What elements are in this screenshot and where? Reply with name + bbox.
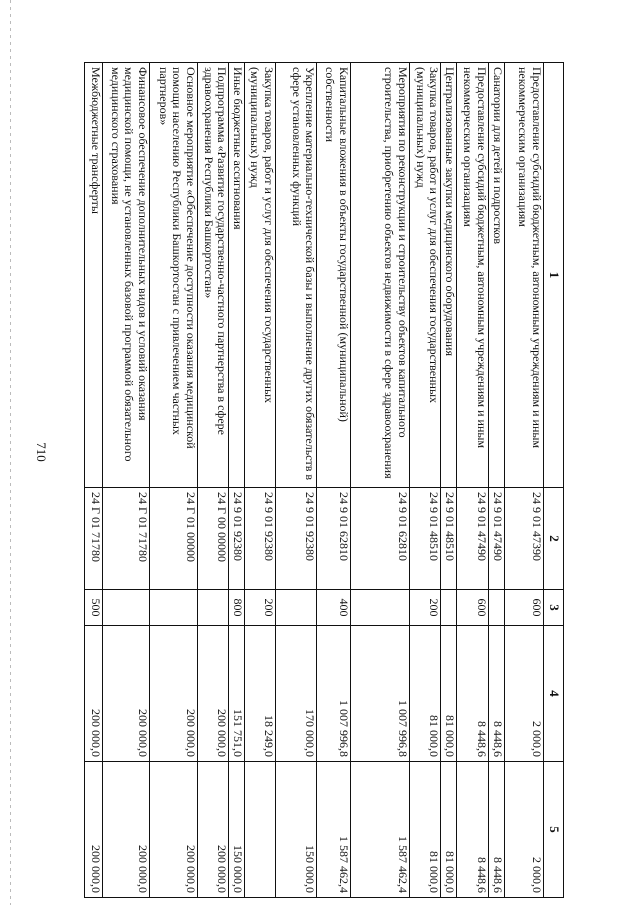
row-vr-cell: 600 [504,590,543,626]
budget-table [84,62,564,898]
row-value-col4: 8 448,6 [457,626,489,762]
row-value-col5: 81 000,0 [441,762,457,898]
row-value-col5: 1 587 462,4 [317,762,351,898]
row-value-col4: 1 007 996,8 [317,626,351,762]
row-value-col5 [245,762,276,898]
row-code-cell: 24 9 01 48510 [409,488,441,590]
row-value-col5: 150 000,0 [275,762,316,898]
header-col-5: 5 [544,762,564,898]
row-code-cell: 24 Г 01 71780 [85,488,103,590]
row-vr-cell: 200 [409,590,441,626]
row-vr-cell: 200 [245,590,276,626]
row-value-col4: 18 249,0 [245,626,276,762]
row-code-cell: 24 9 01 62810 [317,488,351,590]
row-name-cell: Укрепление материально-технической базы и выполнение других обязательств в сфере установленных функций [275,63,316,488]
table-row [317,63,351,898]
table-row [350,63,409,898]
row-vr-cell: 600 [457,590,489,626]
row-value-col4: 200 000,0 [85,626,103,762]
table-row [409,63,441,898]
row-value-col4: 200 000,0 [102,626,149,762]
table-row [457,63,489,898]
row-value-col5: 150 000,0 [229,762,245,898]
row-value-col5: 1 587 462,4 [350,762,409,898]
row-name-cell: Мероприятия по реконструкции и строительству объектов капитального строительства, приобретению объектов недвижимости в сфере здравоохранения [350,63,409,488]
row-value-col5: 81 000,0 [409,762,441,898]
header-col-2: 2 [544,488,564,590]
row-vr-cell [102,590,149,626]
row-value-col5: 8 448,6 [457,762,489,898]
row-name-cell: Иные бюджетные ассигнования [229,63,245,488]
row-value-col4: 1 007 996,8 [350,626,409,762]
row-value-col4: 170 000,0 [275,626,316,762]
row-code-cell: 24 9 01 62810 [350,488,409,590]
scan-edge [10,0,11,905]
row-vr-cell [149,590,197,626]
row-code-cell: 24 9 01 92380 [275,488,316,590]
table-row [149,63,197,898]
row-vr-cell: 800 [229,590,245,626]
row-value-col4: 2 000,0 [504,626,543,762]
row-value-col4: 200 000,0 [197,626,229,762]
header-col-3: 3 [544,590,564,626]
table-row [275,63,316,898]
row-code-cell: 24 Г 01 00000 [149,488,197,590]
row-vr-cell: 400 [317,590,351,626]
page-number: 710 [34,442,49,462]
row-value-col5: 2 000,0 [504,762,543,898]
row-vr-cell: 500 [85,590,103,626]
table-row [197,63,229,898]
row-code-cell: 24 9 01 47490 [488,488,504,590]
row-name-cell: Подпрограмма «Развитие государственно-частного партнерства в сфере здравоохранения Республики Башкортостан» [197,63,229,488]
row-name-cell: Предоставление субсидий бюджетным, автономным учреждениям и иным некоммерческим организациям [457,63,489,488]
table-row [102,63,149,898]
row-name-cell: Санатории для детей и подростков [488,63,504,488]
row-vr-cell [441,590,457,626]
row-name-cell: Централизованные закупки медицинского оборудования [441,63,457,488]
row-value-col4: 151 751,0 [229,626,245,762]
row-code-cell: 24 9 01 47390 [504,488,543,590]
row-code-cell: 24 Г 00 00000 [197,488,229,590]
row-code-cell: 24 9 01 92380 [229,488,245,590]
table-row [229,63,245,898]
row-value-col4: 81 000,0 [441,626,457,762]
row-name-cell: Закупка товаров, работ и услуг для обеспечения государственных (муниципальных) нужд [245,63,276,488]
row-value-col4: 81 000,0 [409,626,441,762]
row-name-cell: Предоставление субсидий бюджетным, автономным учреждениям и иным некоммерческим организациям [504,63,543,488]
row-code-cell: 24 Г 01 71780 [102,488,149,590]
row-value-col5: 200 000,0 [102,762,149,898]
row-vr-cell [350,590,409,626]
table-row [85,63,103,898]
table-row [441,63,457,898]
row-value-col5: 8 448,6 [488,762,504,898]
row-value-col4: 8 448,6 [488,626,504,762]
row-vr-cell [275,590,316,626]
rotated-table-wrapper [84,62,564,897]
row-name-cell: Капитальные вложения в объекты государственной (муниципальной) собственности [317,63,351,488]
row-code-cell: 24 9 01 48510 [441,488,457,590]
row-value-col5: 200 000,0 [149,762,197,898]
row-code-cell: 24 9 01 47490 [457,488,489,590]
table-header-row [544,63,564,898]
row-name-cell: Межбюджетные трансферты [85,63,103,488]
row-value-col4: 200 000,0 [149,626,197,762]
table-row [245,63,276,898]
row-vr-cell [488,590,504,626]
row-value-col5: 200 000,0 [197,762,229,898]
row-value-col5: 200 000,0 [85,762,103,898]
row-name-cell: Закупка товаров, работ и услуг для обеспечения государственных (муниципальных) нужд [409,63,441,488]
header-col-1: 1 [544,63,564,488]
table-body [85,63,544,898]
header-col-4: 4 [544,626,564,762]
row-vr-cell [197,590,229,626]
row-name-cell: Основное мероприятие «Обеспечение доступности оказания медицинской помощи населению Республики Башкортостан с привлечением частных партнеров» [149,63,197,488]
table-row [488,63,504,898]
table-row [504,63,543,898]
row-code-cell: 24 9 01 92380 [245,488,276,590]
row-name-cell: Финансовое обеспечение дополнительных видов и условий оказания медицинской помощи, не установленных базовой программой обязательного медицинского страхования [102,63,149,488]
